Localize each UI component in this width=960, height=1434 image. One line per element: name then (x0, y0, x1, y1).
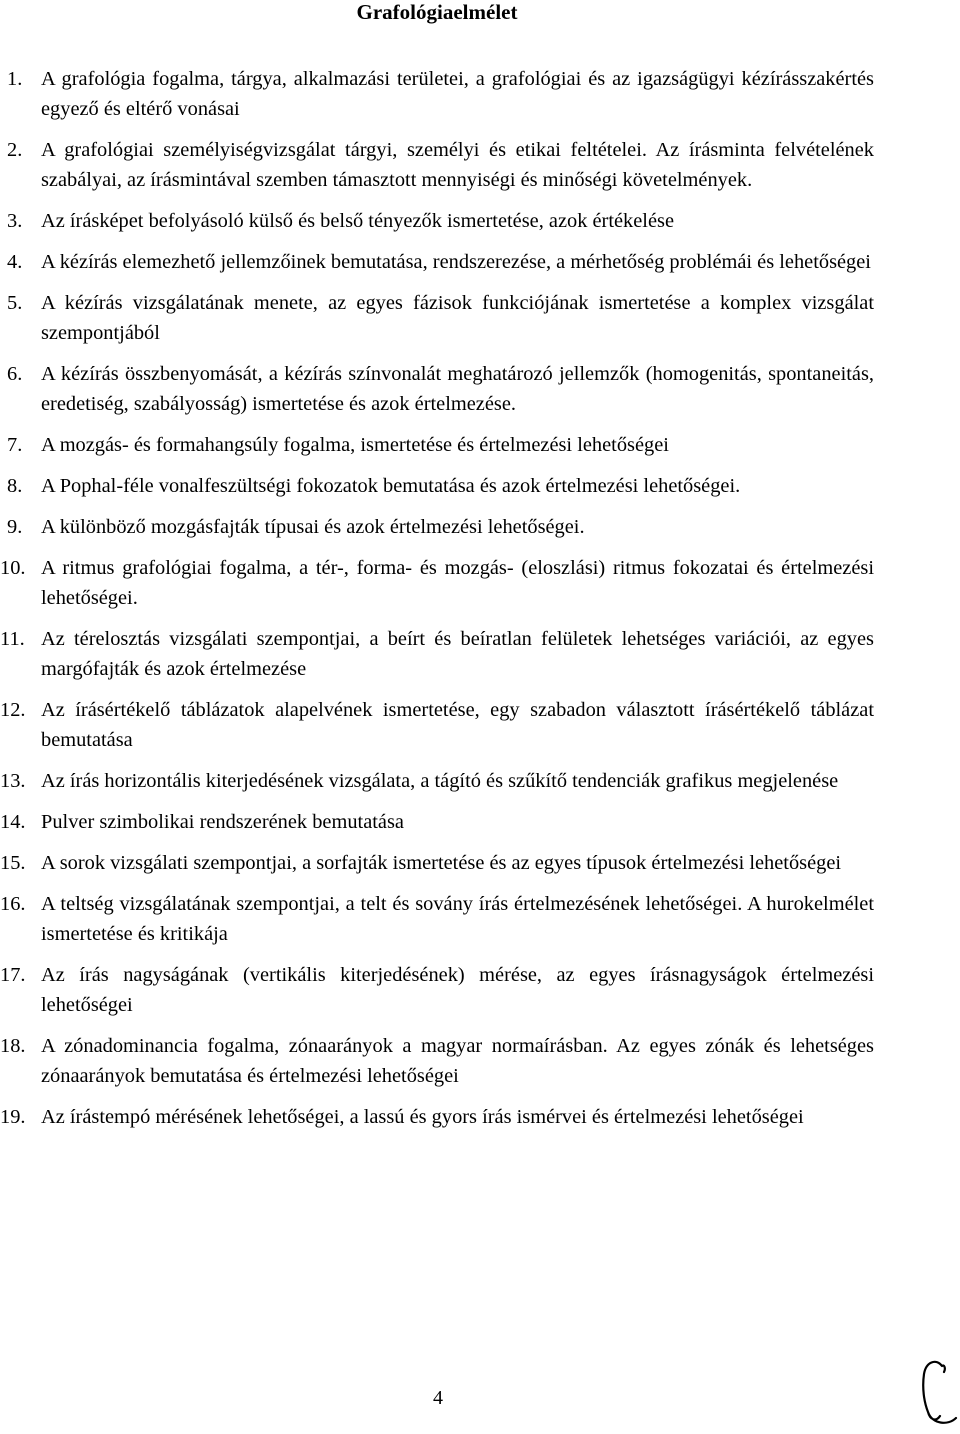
topic-number: 15. (0, 852, 26, 874)
topic-text: Pulver szimbolikai rendszerének bemutatása (41, 811, 404, 833)
topic-text: Az írástempó mérésének lehetőségei, a lassú és gyors írás ismérvei és értelmezési lehetőségei (41, 1106, 804, 1128)
topic-number: 16. (0, 893, 26, 915)
topic-number: 14. (0, 811, 26, 833)
topic-text: A sorok vizsgálati szempontjai, a sorfajták ismertetése és az egyes típusok értelmezési lehetőségei (41, 852, 842, 874)
topic-item (0, 430, 960, 460)
topic-item (0, 1102, 960, 1132)
topic-text: A teltség vizsgálatának szempontjai, a telt és sovány írás értelmezésének lehetőségei. A hurokelmélet ismertetése és kritikája (41, 893, 874, 945)
topic-number: 10. (0, 557, 26, 579)
topic-number: 19. (0, 1106, 26, 1128)
topic-item (0, 359, 960, 419)
page-number: 4 (433, 1387, 443, 1409)
topic-item (0, 960, 960, 1020)
topic-number: 3. (7, 210, 23, 232)
topic-item (0, 553, 960, 613)
topic-item (0, 206, 960, 236)
topic-text: A mozgás- és formahangsúly fogalma, ismertetése és értelmezési lehetőségei (41, 434, 669, 456)
topic-item (0, 135, 960, 195)
topic-number: 11. (0, 628, 25, 650)
topic-text: Az írás horizontális kiterjedésének vizsgálata, a tágító és szűkítő tendenciák grafikus megjelenése (41, 770, 839, 792)
topic-item (0, 512, 960, 542)
topic-number: 2. (7, 139, 23, 161)
topic-item (0, 695, 960, 755)
topic-text: Az írásértékelő táblázatok alapelvének ismertetése, egy szabadon választott írásértékelő táblázat bemutatása (41, 699, 874, 751)
topic-text: A kézírás vizsgálatának menete, az egyes fázisok funkciójának ismertetése a komplex vizsgálat szempontjából (41, 292, 874, 344)
topic-item (0, 288, 960, 348)
topic-number: 4. (7, 251, 23, 273)
topic-number: 1. (7, 68, 23, 90)
topic-item (0, 766, 960, 796)
topic-number: 17. (0, 964, 26, 986)
topic-number: 9. (7, 516, 23, 538)
topic-text: A zónadominancia fogalma, zónaarányok a magyar normaírásban. Az egyes zónák és lehetséges zónaarányok bemutatása és értelmezési lehetőségei (41, 1035, 874, 1087)
topic-item (0, 889, 960, 949)
topic-number: 13. (0, 770, 26, 792)
topic-number: 5. (7, 292, 23, 314)
topic-item (0, 807, 960, 837)
topic-text: Az térelosztás vizsgálati szempontjai, a beírt és beíratlan felületek lehetséges variációi, az egyes margófajták és azok értelmezése (41, 628, 874, 680)
topic-item (0, 848, 960, 878)
topic-text: A kézírás összbenyomását, a kézírás színvonalát meghatározó jellemzők (homogenitás, spontaneitás, eredetiség, szabályosság) ismertetése és azok értelmezése. (41, 363, 874, 415)
topic-list (0, 64, 960, 1143)
topic-item (0, 64, 960, 124)
topic-number: 7. (7, 434, 23, 456)
topic-text: A Pophal-féle vonalfeszültségi fokozatok bemutatása és azok értelmezési lehetőségei. (41, 475, 741, 497)
topic-number: 8. (7, 475, 23, 497)
topic-item (0, 471, 960, 501)
topic-text: Az írásképet befolyásoló külső és belső tényezők ismertetése, azok értékelése (41, 210, 675, 232)
topic-text: A kézírás elemezhető jellemzőinek bemutatása, rendszerezése, a mérhetőség problémái és lehetőségei (41, 251, 871, 273)
handwritten-initial-signature (918, 1354, 960, 1426)
topic-text: A ritmus grafológiai fogalma, a tér-, forma- és mozgás- (eloszlási) ritmus fokozatai és értelmezési lehetőségei. (41, 557, 874, 609)
topic-text: Az írás nagyságának (vertikális kiterjedésének) mérése, az egyes írásnagyságok értelmezési lehetőségei (41, 964, 874, 1016)
topic-item (0, 247, 960, 277)
topic-number: 12. (0, 699, 26, 721)
topic-number: 6. (7, 363, 23, 385)
topic-text: A grafológia fogalma, tárgya, alkalmazási területei, a grafológiai és az igazságügyi kézírásszakértés egyező és eltérő vonásai (41, 68, 874, 120)
page-title: Grafológiaelmélet (356, 0, 518, 24)
topic-text: A grafológiai személyiségvizsgálat tárgyi, személyi és etikai feltételei. Az írásminta felvételének szabályai, az írásmintával szemben támasztott mennyiségi és minőségi követelmények. (41, 139, 874, 191)
topic-number: 18. (0, 1035, 26, 1057)
topic-text: A különböző mozgásfajták típusai és azok értelmezési lehetőségei. (41, 516, 585, 538)
topic-item (0, 1031, 960, 1091)
topic-item (0, 624, 960, 684)
